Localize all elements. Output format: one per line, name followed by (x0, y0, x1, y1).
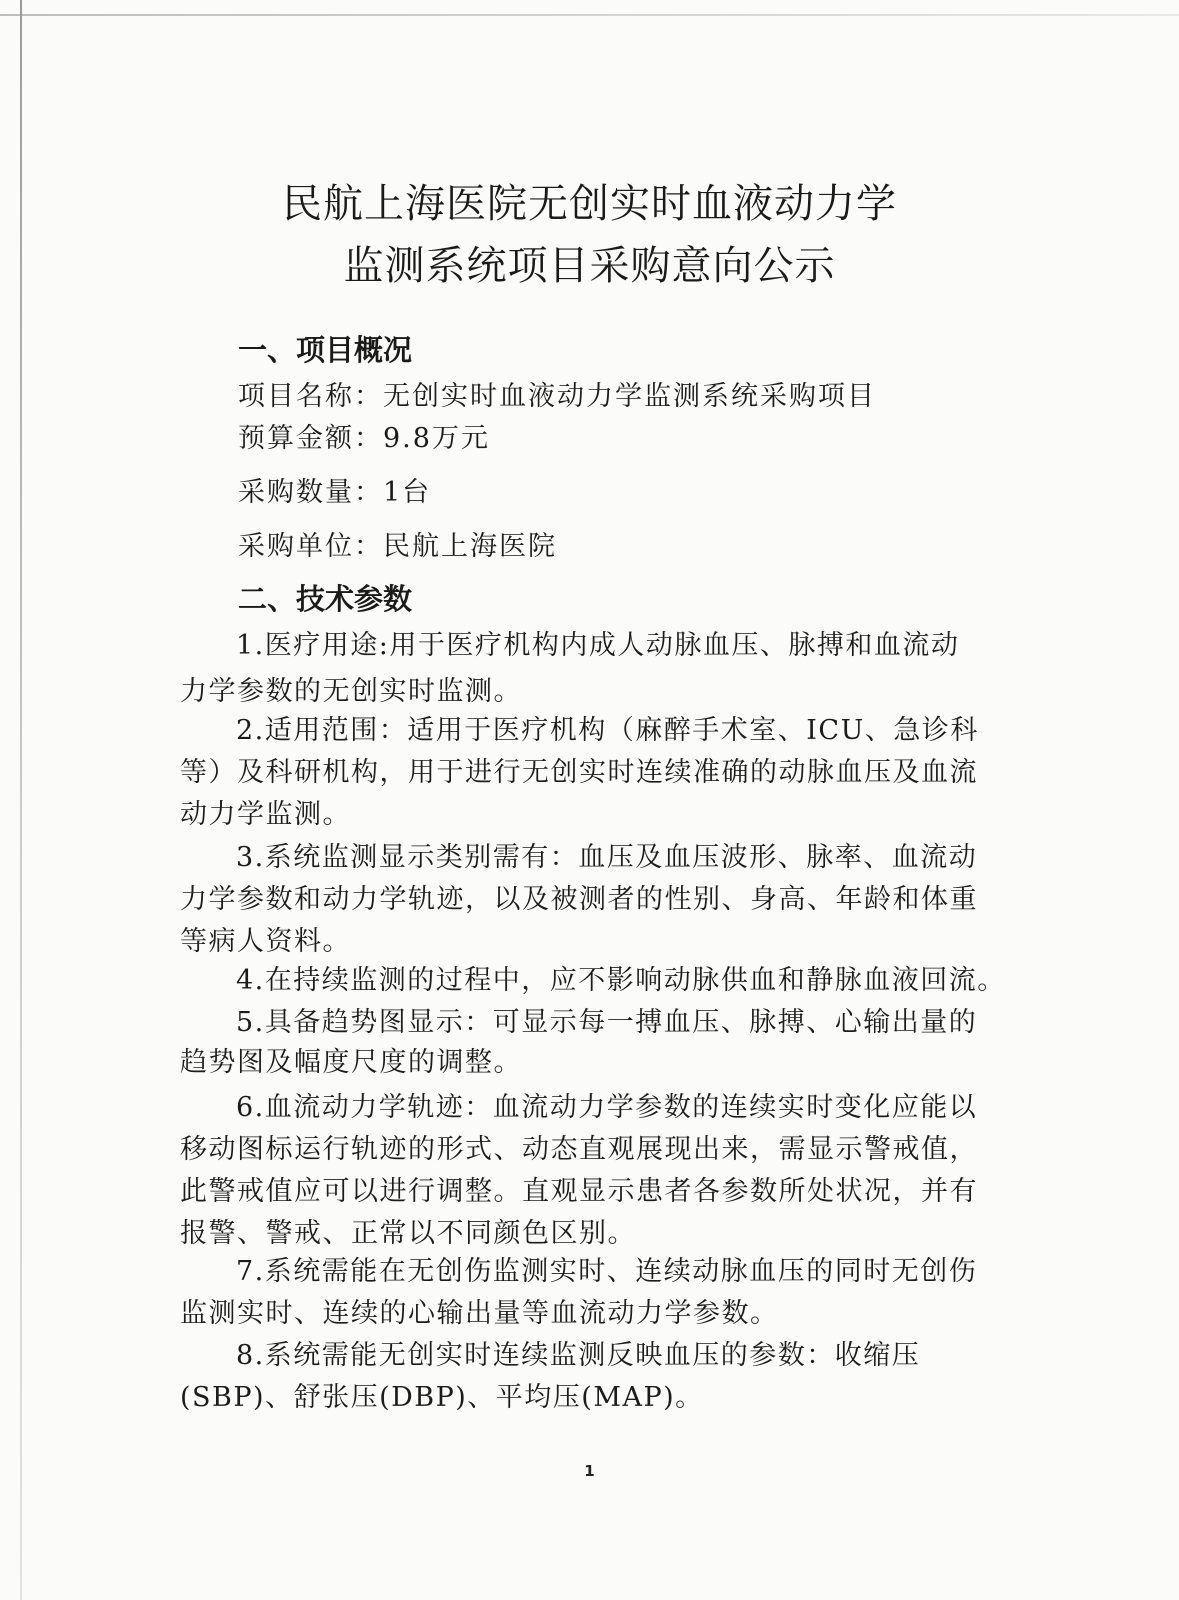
tech-param-line: 4.在持续监测的过程中，应不影响动脉供血和静脉血液回流。 (236, 965, 1006, 996)
scan-edge-top (0, 14, 1179, 16)
tech-param-line: 移动图标运行轨迹的形式、动态直观展现出来，需显示警戒值， (180, 1134, 978, 1165)
tech-param-line: 趋势图及幅度尺度的调整。 (180, 1047, 522, 1078)
tech-param-line: 6.血流动力学轨迹：血流动力学参数的连续实时变化应能以 (236, 1092, 978, 1123)
document-title-line2: 监测系统项目采购意向公示 (343, 243, 836, 289)
tech-param-line: 7.系统需能在无创伤监测实时、连续动脉血压的同时无创伤 (236, 1256, 978, 1287)
tech-param-line: (SBP)、舒张压(DBP)、平均压(MAP)。 (180, 1382, 704, 1413)
purchasing-unit: 采购单位：民航上海医院 (238, 531, 557, 562)
tech-param-line: 等病人资料。 (180, 926, 351, 957)
tech-param-line: 等）及科研机构，用于进行无创实时连续准确的动脉血压及血流 (180, 757, 978, 788)
tech-param-line: 力学参数和动力学轨迹，以及被测者的性别、身高、年龄和体重 (180, 884, 978, 915)
purchase-quantity: 采购数量：1台 (238, 477, 432, 508)
tech-param-line: 2.适用范围：适用于医疗机构（麻醉手术室、ICU、急诊科 (236, 715, 979, 746)
tech-param-line: 3.系统监测显示类别需有：血压及血压波形、脉率、血流动 (236, 842, 978, 873)
page-number: 1 (584, 1462, 595, 1480)
tech-param-line: 1.医疗用途:用于医疗机构内成人动脉血压、脉搏和血流动 (236, 630, 960, 661)
section2-heading: 二、技术参数 (238, 582, 413, 616)
tech-param-line: 报警、警戒、正常以不同颜色区别。 (180, 1218, 636, 1249)
section1-heading: 一、项目概况 (238, 333, 413, 367)
tech-param-line: 5.具备趋势图显示：可显示每一搏血压、脉搏、心输出量的 (236, 1007, 978, 1038)
tech-param-line: 8.系统需能无创实时连续监测反映血压的参数：收缩压 (236, 1340, 921, 1371)
project-name: 项目名称：无创实时血液动力学监测系统采购项目 (238, 381, 876, 412)
tech-param-line: 监测实时、连续的心输出量等血流动力学参数。 (180, 1298, 779, 1329)
document-title-line1: 民航上海医院无创实时血液动力学 (282, 181, 897, 227)
tech-param-line: 动力学监测。 (180, 799, 351, 830)
tech-param-line: 此警戒值应可以进行调整。直观显示患者各参数所处状况，并有 (180, 1176, 978, 1207)
budget-amount: 预算金额：9.8万元 (238, 423, 490, 454)
tech-param-line: 力学参数的无创实时监测。 (180, 676, 522, 707)
